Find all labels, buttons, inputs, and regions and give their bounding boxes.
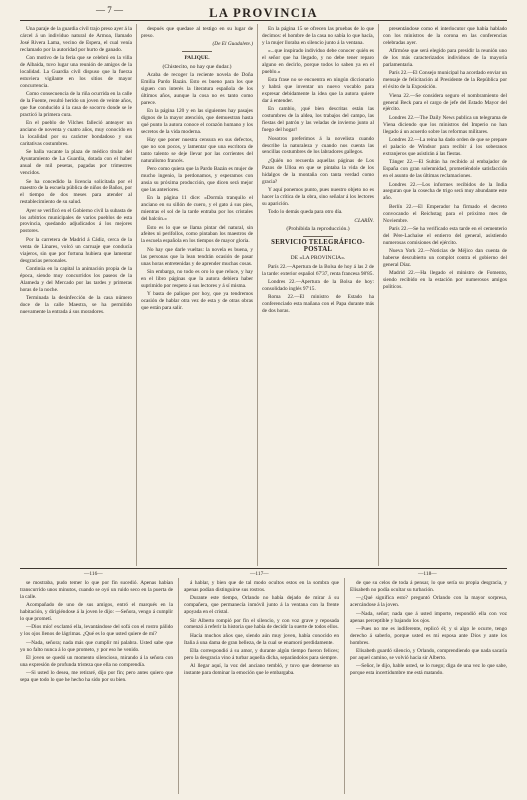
masthead	[0, 4, 527, 24]
paragraph: Terminada la desinfección de la casa número doce de la calle Maestra, se ha permitido nuevamente la entrada á sus moradores.	[20, 295, 132, 315]
section-heading: PALIQUE.	[184, 55, 210, 62]
paragraph: Madrid 22.—Ha llegado el ministro de Fomento, siendo recibido en la estación por numerosos amigos políticos.	[383, 270, 507, 291]
paragraph: En la página 15 se ofrecen las pruebas de lo que decimos: el hombre de la casa no sabía lo que hacía, y la mujer lloraba en silencio junto á la ventana.	[262, 26, 374, 46]
paragraph: En la página 11 dice: «Dormía tranquilo el anciano en su sillón de cuero, y el gato á sus pies, mientras el sol de la tarde entraba por los cristales del balcón.»	[141, 195, 253, 223]
reproduction-note: (Prohibida la reproducción.)	[286, 225, 350, 232]
paragraph: Esta frase no se encuentra en ningún diccionario y habrá que inventar un nuevo vocablo para expresar debidamente la idea que la autora quiere dar á entender.	[262, 77, 374, 105]
paragraph: de que su celos de toda á pensar, lo que sería su propia desgracia, y Elisabeth no podía ocultar su turbación.	[350, 580, 507, 593]
column-divider	[344, 578, 345, 794]
paragraph: —Nada, señora; nada más que cumplir mi palabra. Usted sabe que yo no falto nunca á lo que prometo, y por eso he venido.	[20, 639, 173, 653]
paragraph: Una paraje de la guardia civil trajo preso ayer á la cárcel á un individuo natural de Armoa, llamado José Rivera Lama, vecino de Espera, el cual venía reclamado por la autoridad por hurto de ganado.	[20, 26, 132, 53]
paragraph: Elisabeth guardó silencio, y Orlando, comprendiendo que nada sacaría por aquel camino, se volvió hacia sir Alberto.	[350, 648, 507, 662]
paragraph: París 22.—Apertura de la Bolsa de hoy á las 2 de la tarde: exterior español 67'37, renta francesa 98'85.	[262, 263, 374, 277]
paragraph: Todo lo demás queda para otro día.	[268, 209, 343, 216]
paragraph: El joven se quedó un momento silencioso, mirando á la señora con una expresión de profunda tristeza que ella no comprendía.	[20, 655, 173, 668]
paragraph: después que quedase al testigo en su lugar de preso.	[141, 26, 253, 39]
paragraph: No hay que darle vueltas: la novela es buena, y las personas que la lean tendrán ocasión de pasar unas horas entretenidas y de aprender muchas cosas.	[141, 246, 253, 267]
paragraph: Roma 22.—El ministro de Estado ha conferenciado esta mañana con el Papa durante más de dos horas.	[262, 294, 374, 315]
paragraph: —Si usted lo desea, me retiraré, dijo por fin; pero antes quiero que sepa que todo lo que he hecho ha sido por su bien.	[20, 670, 173, 684]
paragraph: Londres 22.—The Daily News publica un telegrama de Viena diciendo que los ministros del Imperio no han llegado á un acuerdo sobre las reformas militares.	[383, 114, 507, 135]
paragraph: se mostraba, pudo temer lo que por fin sucedió. Apenas habían transcurrido unos minutos, cuando se oyó un ruido seco en la puerta de la calle.	[20, 580, 173, 600]
paragraph: Ayer se verificó en el Gobierno civil la subasta de los arbitrios municipales de varios pueblos de esta provincia, quedando adjudicados á los mejores postores.	[20, 207, 132, 235]
paragraph: Como consecuencia de la riña ocurrida en la calle de la Fuente, resultó herido un joven de veinte años, que fue conducido á la casa de socorro donde se le practicó la primera cura.	[20, 91, 132, 118]
paragraph: ¿Quién no recuerda aquellas páginas de Los Pazos de Ulloa en que se pintaba la vida de los hidalgos de la montaña con tanta verdad como gracia?	[262, 157, 374, 185]
paragraph: Continúa en la capital la animación propia de la época, siendo muy concurridos los paseos de la Alameda y del Mercado por las tardes y primeras horas de la noche.	[20, 265, 132, 293]
separator	[182, 51, 212, 52]
paragraph: Al llegar aquí, la voz del anciano tembló, y tuvo que detenerse un instante para dominar la emoción que le embargaba.	[184, 663, 339, 677]
paragraph: En cambio, ¡qué bien descritas están las costumbres de la aldea, los trabajos del campo, las fiestas del patrón y las veladas de invierno junto al fuego del hogar!	[262, 106, 374, 134]
paragraph: «...que inspirado individuo debe conocer quién es el señor que ha llegado, y no debe tener reparo alguno en decirlo, porque todos lo saben ya en el pueblo.»	[262, 48, 374, 75]
column-2	[141, 26, 253, 566]
paragraph: Berlín 22.—El Emperador ha firmado el decreto convocando el Reichstag para el próximo mes de Noviembre.	[383, 203, 507, 224]
column-divider	[257, 24, 258, 566]
paragraph: Ella correspondió á su amor, y durante algún tiempo fueron felices; pero la desgracia vino á turbar aquella dicha, separándolos para siempre.	[184, 648, 339, 662]
serial-column-3	[350, 580, 507, 794]
paragraph: á hablar, y bien que de tal modo ocultos estos en la sombra que apenas podían distinguirse sus rostros.	[184, 580, 339, 593]
page-number: — 7 —	[96, 5, 123, 15]
serial-column-1	[20, 580, 173, 794]
paragraph: Londres 22.—Los informes recibidos de la India aseguran que la cosecha de trigo será muy abundante este año.	[383, 181, 507, 202]
telegraph-service-heading: SERVICIO TELEGRÁFICO-POSTAL	[271, 238, 365, 253]
paragraph: Y basta de palique por hoy, que ya tendremos ocasión de hablar otra vez de esta y de otras obras que están para salir.	[141, 291, 253, 312]
serial-section-rule	[20, 568, 507, 569]
telegraph-service-subheading: DE «LA PROVINCIA».	[290, 255, 346, 262]
newspaper-title: LA PROVINCIA	[209, 6, 318, 20]
paragraph: —Nada, señor; nada que á usted importe, respondió ella con voz apenas perceptible y bajando los ojos.	[350, 610, 507, 624]
paragraph: Viena 22.—Se considera seguro el nombramiento del general Beck para el cargo de jefe del Estado Mayor del ejército.	[383, 92, 507, 113]
column-divider	[136, 24, 137, 566]
paragraph: Durante este tiempo, Orlando no había dejado de mirar á su compañera, que permanecía inmóvil junto á la ventana con la frente apoyada en el cristal.	[184, 595, 339, 616]
paragraph: Sin embargo, no todo es oro lo que reluce, y hay en el libro páginas que la autora debiera haber suprimido por respeto á sus lectores y á sí misma.	[141, 269, 253, 289]
paragraph: Pero como quiera que la Pardo Bazán es mujer de mucho ingenio, la perdonamos, y esperamos con ansia su próxima producción, que dicen será mejor que las anteriores.	[141, 166, 253, 194]
header-rule	[20, 20, 507, 21]
paragraph: Sir Alberto rompió por fin el silencio, y con voz grave y reposada comenzó á referir la historia que había de decidir la suerte de todos ellos.	[184, 617, 339, 631]
paragraph: Acompañado de uno de sus amigos, entró el marqués en la habitación, y dirigiéndose á la joven le dijo: —Señora, vengo á cumplir lo que prometí.	[20, 602, 173, 623]
column-4	[383, 26, 507, 566]
paragraph: París 22.—El Consejo municipal ha acordado enviar un mensaje de felicitación al Presidente de la República por el éxito de la Exposición.	[383, 70, 507, 91]
column-3	[262, 26, 374, 566]
paragraph: —Señor, le dijo, hable usted, se lo ruego; diga de una vez lo que sabe, porque esta incertidumbre me está matando.	[350, 663, 507, 677]
serial-page-number: —118—	[418, 571, 437, 577]
paragraph: Tánger 22.—El Sultán ha recibido al embajador de España con gran solemnidad, prometiéndole satisfacción en el asunto de las últimas reclamaciones.	[383, 159, 507, 180]
paragraph: —¿Qué significa esto? preguntó Orlando con la mayor sorpresa, acercándose á la joven.	[350, 595, 507, 609]
paragraph: Londres 22.—La reina ha dado orden de que se prepare el palacio de Windsor para recibir á los soberanos extranjeros que asistirán á las fiestas.	[383, 137, 507, 157]
paragraph: En la página 120 y en las siguientes hay pasajes dignos de la mayor atención, que demuestran hasta qué punto la autora conoce el corazón humano y los secretos de la vida moderna.	[141, 108, 253, 135]
serial-page-number: —116—	[84, 571, 103, 577]
paragraph: Acaba de recoger la reciente novela de Doña Emilia Pardo Bazán. Esto es bueno para los que siguen con interés la literatura española de los últimos años, aunque la cosa no es tanto como parece.	[141, 72, 253, 106]
section-subheading: (Chistecito, no hay que dudar.)	[162, 63, 232, 70]
serial-page-numbers	[0, 571, 527, 579]
paragraph: En el pueblo de Vilches falleció anteayer un anciano de noventa y cuatro años, muy conocido en la localidad por su carácter bondadoso y sus caritativas costumbres.	[20, 120, 132, 147]
paragraph: Se ha concedido la licencia solicitada por el maestro de la escuela pública de niños de Baños, por el tiempo de dos meses para atender al restablecimiento de su salud.	[20, 178, 132, 206]
paragraph: Esto es lo que se llama pintar del natural, sin afeites ni perifollos, como pintaban los maestros de la escuela española en los tiempos de mayor gloria.	[141, 224, 253, 245]
paragraph: Con motivo de la feria que se celebró en la villa de Albaida, tuvo lugar una reunión de amigos de la localidad. La Guardia civil dispuso que la fuerza estuviera vigilante en los sitios de mayor concurrencia.	[20, 55, 132, 89]
paragraph: Por la carretera de Madrid á Cádiz, cerca de la venta de Linares, volcó un carruaje que conducía viajeros, sin que por fortuna hubiera que lamentar desgracias personales.	[20, 236, 132, 264]
source-signoff: (De El Guadalete.)	[212, 41, 253, 48]
separator	[303, 236, 333, 237]
author-signature: CLARÍN.	[354, 217, 374, 224]
column-divider	[178, 578, 179, 794]
paragraph: —Dios mío! exclamó ella, levantándose del sofá con el rostro pálido y los ojos llenos de lágrimas. ¿Qué es lo que usted quiere de mí?	[20, 624, 173, 638]
paragraph: —Pues no me es indiferente, replicó él; y si algo le ocurre, tengo derecho á saberlo, porque usted es mi esposa ante Dios y ante los hombres.	[350, 625, 507, 646]
paragraph: Hacía muchos años que, siendo aún muy joven, había conocido en Italia á una dama de gran belleza, de la cual se enamoró perdidamente.	[184, 632, 339, 646]
paragraph: Y aquí ponemos punto, pues nuestro objeto no es hacer la crítica de la obra, sino señalar á los lectores su aparición.	[262, 186, 374, 207]
paragraph: Se halla vacante la plaza de médico titular del Ayuntamiento de La Guardia, dotada con el haber anual de mil pesetas, pagadas por trimestres vencidos.	[20, 149, 132, 177]
serial-column-2	[184, 580, 339, 794]
paragraph: Afirmóse que será elegido para presidir la reunión uno de los más caracterizados individuos de la mayoría parlamentaria.	[383, 48, 507, 69]
serial-page-number: —117—	[250, 571, 269, 577]
paragraph: París 22.—Se ha verificado esta tarde en el cementerio del Père-Lachaise el entierro del general, asistiendo numerosas comisiones del ejército.	[383, 225, 507, 246]
paragraph: Hay que poner nuestra censura en sus defectos, que no son pocos, y lamentar que una escritora de tanto talento se deje llevar por las corrientes del naturalismo francés.	[141, 137, 253, 164]
column-divider	[378, 24, 379, 566]
paragraph: Nosotros preferimos á la novelista cuando describe la naturaleza y cuando nos cuenta las sencillas costumbres de los labradores gallegos.	[262, 135, 374, 156]
paragraph: Nueva York 22.—Noticias de Méjico dan cuenta de haberse descubierto un complot contra el gobierno del general Díaz.	[383, 248, 507, 268]
paragraph: Londres 22.—Apertura de la Bolsa de hoy: consolidado inglés 97'15.	[262, 278, 374, 292]
column-1	[20, 26, 132, 566]
paragraph: presentándose como el interlocutor que había hablado con los ministros de la corona en las conferencias celebradas ayer.	[383, 26, 507, 46]
